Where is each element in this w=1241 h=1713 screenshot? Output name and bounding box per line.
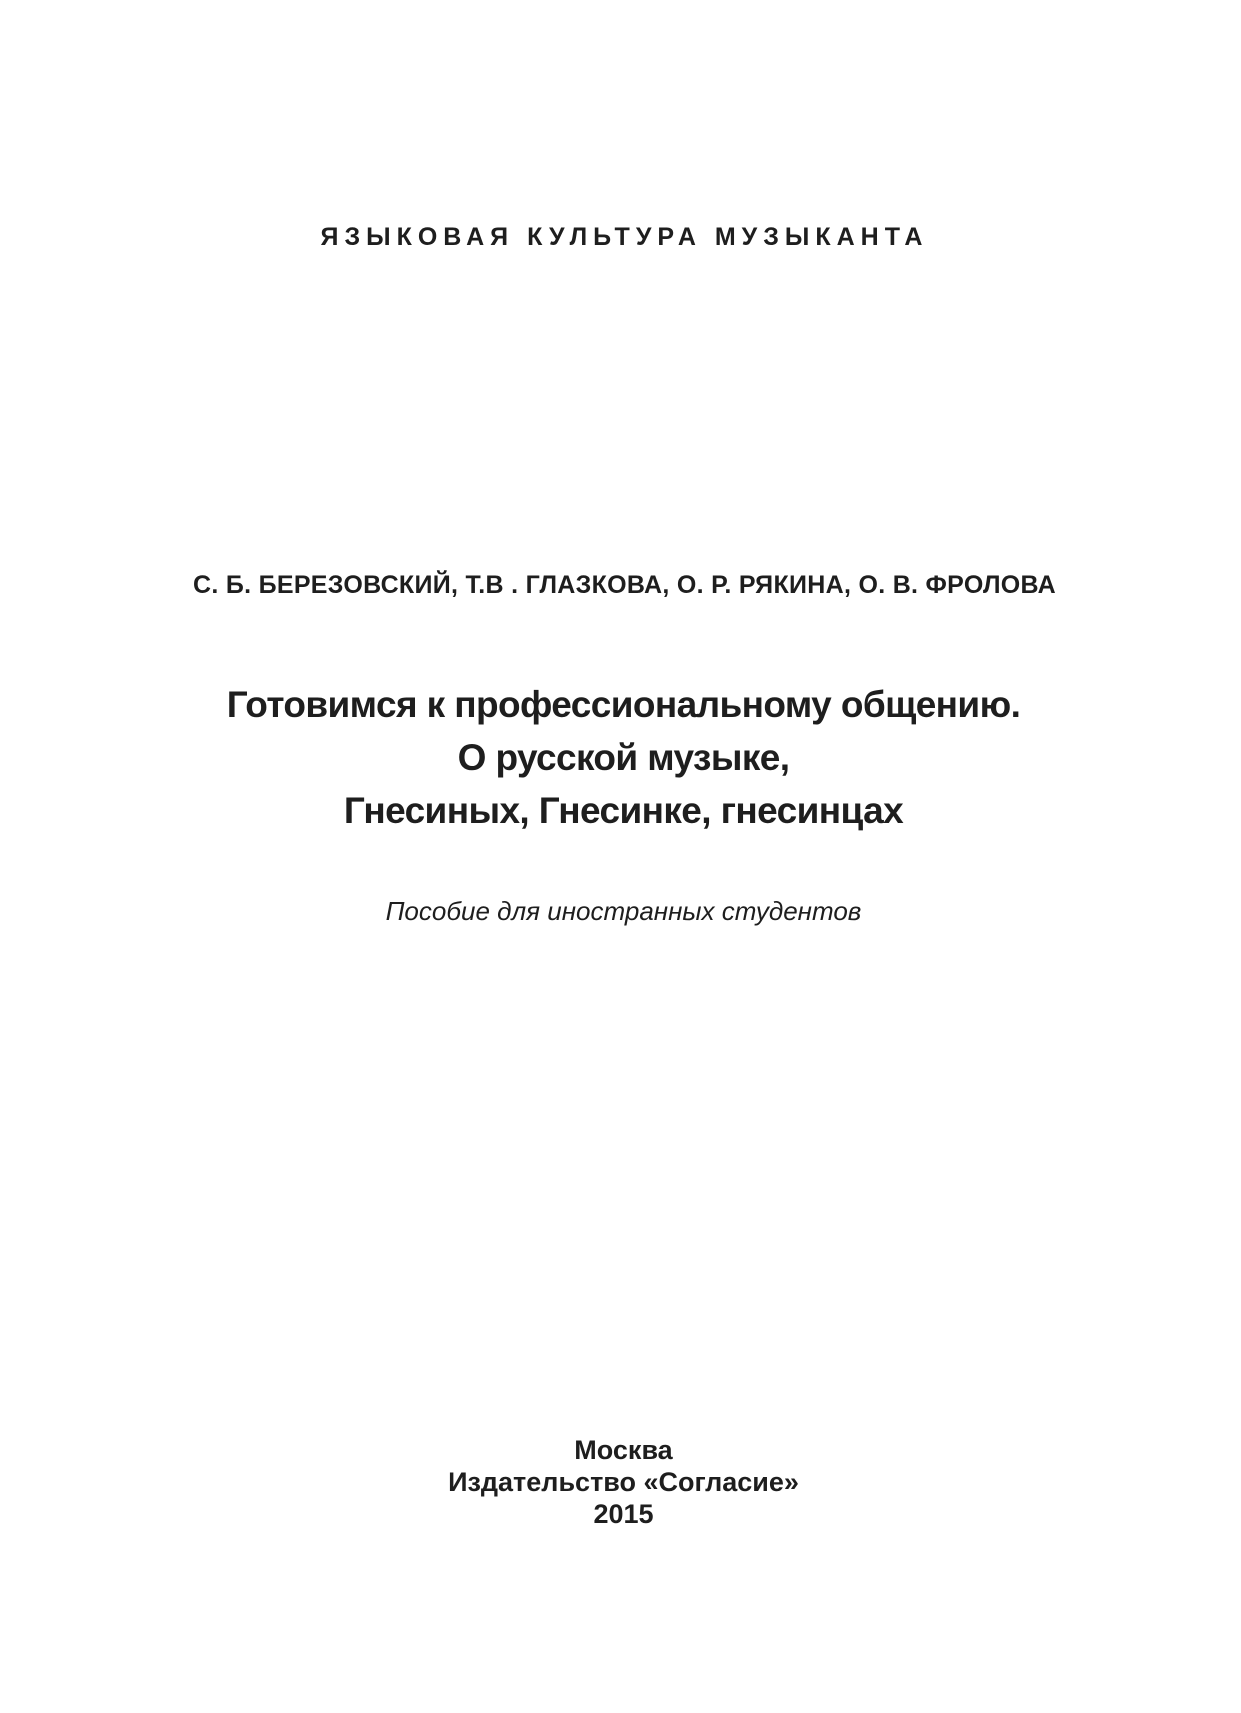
book-title <box>0 678 1241 837</box>
book-title-line-1: Готовимся к профессиональному общению. <box>226 684 1021 725</box>
series-title: ЯЗЫКОВАЯ КУЛЬТУРА МУЗЫКАНТА <box>320 223 929 251</box>
book-title-line-2: О русской музыке, <box>457 737 790 778</box>
subtitle: Пособие для иностранных студентов <box>385 896 862 926</box>
book-title-line-3: Гнесиных, Гнесинке, гнесинцах <box>343 790 904 831</box>
imprint-city: Москва <box>574 1435 673 1465</box>
imprint-publisher: Издательство «Согласие» <box>448 1467 799 1497</box>
authors: С. Б. БЕРЕЗОВСКИЙ, Т.В . ГЛАЗКОВА, О. Р. РЯКИНА, О. В. ФРОЛОВА <box>192 571 1057 599</box>
imprint <box>0 1434 1241 1530</box>
imprint-year: 2015 <box>593 1499 654 1529</box>
